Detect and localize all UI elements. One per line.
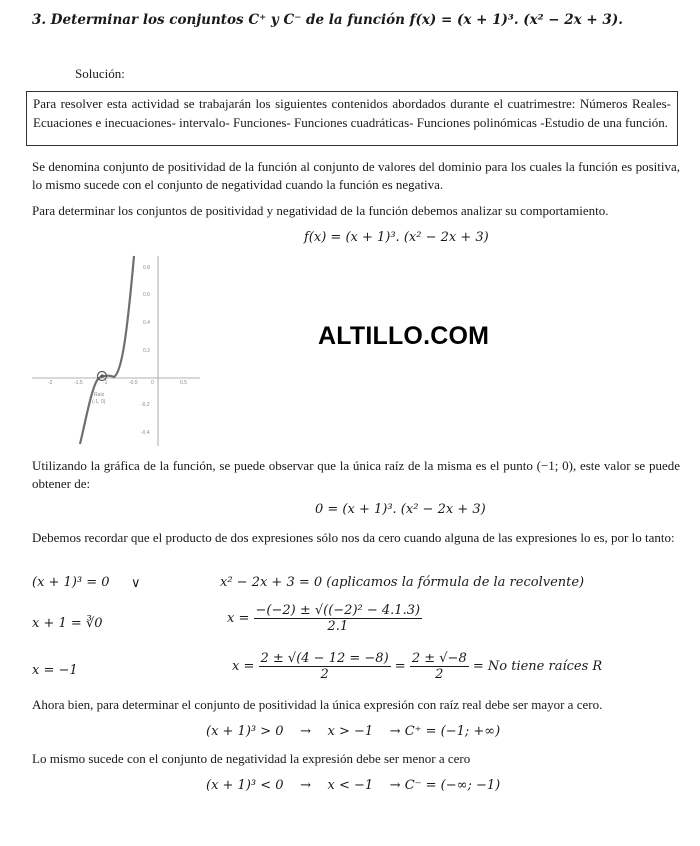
function-graph (30, 254, 202, 448)
cube-root-step: x + 1 = ∛0 (32, 616, 103, 631)
paragraph-root-observation: Utilizando la gráfica de la función, se puede observar que la única raíz de la misma es el punto (−1; 0), este valor se puede obtener de: (32, 458, 680, 491)
negatividad-result: (x + 1)³ < 0 → x < −1 → C⁻ = (−∞; −1) (206, 778, 501, 793)
y-tick-label: 0.6 (143, 292, 150, 298)
equals-sign: = (394, 659, 406, 674)
paragraph-positividad: Ahora bien, para determinar el conjunto de positividad la única expresión con raíz real debe ser mayor a cero. (32, 697, 603, 712)
watermark: ALTILLO.COM (318, 322, 490, 350)
exercise-title: 3. Determinar los conjuntos C⁺ y C⁻ de la función f(x) = (x + 1)³. (x² − 2x + 3). (32, 12, 623, 28)
y-tick-label: -0.2 (141, 402, 150, 408)
root-point (100, 374, 103, 377)
quadratic-fraction (254, 603, 423, 634)
x-tick-label: -2 (48, 380, 53, 386)
x-tick-label: -1 (103, 380, 108, 386)
discriminant-fraction (259, 651, 391, 682)
x-tick-label: 0.5 (180, 380, 187, 386)
zero-formula: 0 = (x + 1)³. (x² − 2x + 3) (315, 502, 486, 517)
fraction-denominator: 2.1 (327, 619, 349, 634)
x-equals: x = (227, 611, 250, 626)
root-result: x = −1 (32, 663, 78, 678)
positividad-result: (x + 1)³ > 0 → x > −1 → C⁺ = (−1; +∞) (206, 724, 501, 739)
fraction-numerator: 2 ± √−8 (411, 651, 467, 666)
fraction-denominator: 2 (435, 667, 444, 682)
simplified-fraction (410, 651, 469, 682)
or-symbol: ∨ (131, 575, 141, 590)
paragraph-negatividad: Lo mismo sucede con el conjunto de negatividad la expresión debe ser menor a cero (32, 751, 471, 766)
solucion-label: Solución: (75, 66, 125, 81)
x-tick-label: -1.5 (74, 380, 83, 386)
main-formula: f(x) = (x + 1)³. (x² − 2x + 3) (304, 230, 489, 245)
y-tick-label: 0.2 (143, 348, 150, 354)
y-tick-label: 0.8 (143, 265, 150, 271)
contents-box: Para resolver esta actividad se trabajarán los siguientes contenidos abordados durante el cuatrimestre: Números Reales- Ecuaciones e inecuaciones- intervalo- Funciones- Funciones cuadráticas- Funciones polinómicas -Estudio de una función. (26, 91, 678, 146)
fraction-denominator: 2 (320, 667, 329, 682)
cubic-equation: (x + 1)³ = 0 (32, 575, 110, 590)
paragraph-positividad-definition: Se denomina conjunto de positividad de la función al conjunto de valores del dominio para los cuales la función es positiva, lo mismo sucede con el conjunto de negatividad cuando la función es negativa. (32, 159, 680, 192)
x-tick-label: -0.5 (129, 380, 138, 386)
root-coordinates-label: (-1, 0) (92, 399, 106, 405)
no-real-roots-text: = No tiene raíces R (472, 659, 603, 674)
fraction-numerator: −(−2) ± √((−2)² − 4.1.3) (255, 603, 421, 618)
function-curve (80, 256, 134, 444)
quadratic-formula (227, 603, 422, 634)
y-tick-label: -0.4 (141, 430, 150, 436)
paragraph-product-zero: Debemos recordar que el producto de dos expresiones sólo nos da cero cuando alguna de las expresiones lo es, por lo tanto: (32, 530, 675, 545)
x-tick-label: 0 (151, 380, 154, 386)
paragraph-analysis-intro: Para determinar los conjuntos de positividad y negatividad de la función debemos analizar su comportamiento. (32, 203, 609, 218)
discriminant-evaluation (232, 651, 602, 682)
fraction-numerator: 2 ± √(4 − 12 = −8) (260, 651, 389, 666)
root-label: Raíz (94, 392, 105, 398)
y-tick-label: 0.4 (143, 320, 150, 326)
x-equals: x = (232, 659, 255, 674)
quadratic-equation: x² − 2x + 3 = 0 (aplicamos la fórmula de la recolvente) (220, 575, 585, 590)
